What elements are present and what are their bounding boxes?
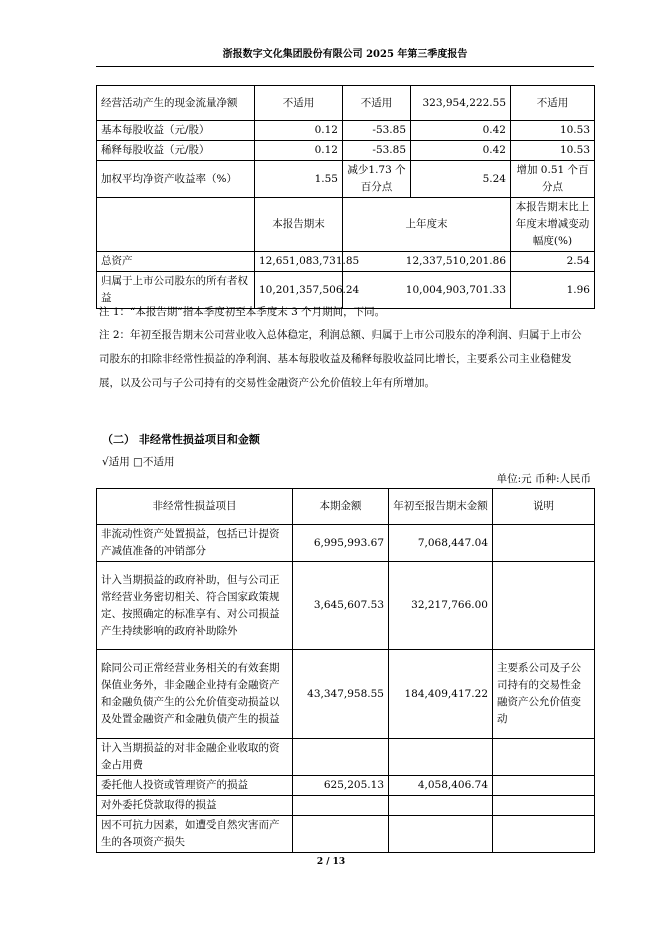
table-cell: 323,954,222.55 — [411, 86, 511, 121]
column-header: 本期金额 — [293, 489, 389, 525]
table-row — [97, 562, 595, 650]
table-cell: 10.53 — [511, 121, 595, 141]
table-cell: 0.42 — [411, 121, 511, 141]
table-cell — [493, 525, 595, 562]
table-row — [97, 161, 595, 198]
table-row — [97, 776, 595, 796]
table-cell: 不适用 — [343, 86, 411, 121]
row-label: 委托他人投资或管理资产的损益 — [97, 776, 293, 796]
report-header: 浙报数字文化集团股份有限公司 2025 年第三季度报告 — [96, 44, 594, 67]
column-header: 本报告期末比上年度末增减变动幅度(%) — [511, 198, 595, 252]
table-cell — [389, 816, 493, 853]
table-subheader-row — [97, 198, 595, 252]
table-cell — [493, 562, 595, 650]
table-cell: 12,651,083,731.85 — [255, 252, 343, 272]
table-cell: 10.53 — [511, 141, 595, 161]
section-title: （二） 非经常性损益项目和金额 — [102, 433, 260, 446]
row-label: 加权平均净资产收益率（%） — [97, 161, 255, 198]
table-row — [97, 650, 595, 739]
row-label: 对外委托贷款取得的损益 — [97, 796, 293, 816]
table-cell: 0.12 — [255, 141, 343, 161]
table-cell — [97, 198, 255, 252]
table-cell — [493, 776, 595, 796]
table-cell: 43,347,958.55 — [293, 650, 389, 739]
table-cell: 4,058,406.74 — [389, 776, 493, 796]
table-cell — [293, 796, 389, 816]
table-cell: 10,004,903,701.33 — [343, 272, 511, 309]
table-cell: 3,645,607.53 — [293, 562, 389, 650]
table-row — [97, 525, 595, 562]
table-cell: 6,995,993.67 — [293, 525, 389, 562]
row-label: 稀释每股收益（元/股） — [97, 141, 255, 161]
row-label: 计入当期损益的政府补助，但与公司正常经营业务密切相关、符合国家政策规定、按照确定的标准享有、对公司损益产生持续影响的政府补助除外 — [97, 562, 293, 650]
nonrecurring-items-table — [96, 488, 595, 853]
table-cell: 不适用 — [255, 86, 343, 121]
table-cell: 0.12 — [255, 121, 343, 141]
table-cell — [389, 796, 493, 816]
row-label: 归属于上市公司股东的所有者权益 — [97, 272, 255, 309]
table-cell: 2.54 — [511, 252, 595, 272]
table-cell: 12,337,510,201.86 — [343, 252, 511, 272]
table-row — [97, 816, 595, 853]
table-cell: -53.85 — [343, 121, 411, 141]
table-cell: 5.24 — [411, 161, 511, 198]
row-label: 计入当期损益的对非金融企业收取的资金占用费 — [97, 739, 293, 776]
table-row — [97, 739, 595, 776]
row-label: 因不可抗力因素，如遭受自然灾害而产生的各项资产损失 — [97, 816, 293, 853]
table-cell: 增加 0.51 个百分点 — [511, 161, 595, 198]
table-cell: 不适用 — [511, 86, 595, 121]
table-cell: 184,409,417.22 — [389, 650, 493, 739]
table-cell: -53.85 — [343, 141, 411, 161]
note-1: 注 1：“本报告期”指本季度初至本季度末 3 个月期间，下同。 — [99, 306, 386, 318]
table-cell: 1.96 — [511, 272, 595, 309]
table-row — [97, 86, 595, 121]
row-label: 经营活动产生的现金流量净额 — [97, 86, 255, 121]
table-row — [97, 252, 595, 272]
key-indicators-table — [96, 85, 595, 309]
table-row — [97, 141, 595, 161]
table-cell: 625,205.13 — [293, 776, 389, 796]
table-cell: 0.42 — [411, 141, 511, 161]
row-label: 非流动性资产处置损益，包括已计提资产减值准备的冲销部分 — [97, 525, 293, 562]
table-cell — [293, 739, 389, 776]
column-header: 本报告期末 — [255, 198, 343, 252]
table-cell: 32,217,766.00 — [389, 562, 493, 650]
column-header: 上年度末 — [343, 198, 511, 252]
table-row — [97, 796, 595, 816]
note-2: 注 2：年初至报告期末公司营业收入总体稳定，利润总额、归属于上市公司股东的净利润、归属于上市公司股东的扣除非经常性损益的净利润、基本每股收益及稀释每股收益同比增长，主要系公司主业稳健发展，以及公司与子公司持有的交易性金融资产公允价值较上年有所增加。 — [99, 329, 582, 389]
table-cell — [493, 739, 595, 776]
unit-label: 单位:元 币种:人民币 — [496, 473, 591, 485]
table-cell: 减少1.73 个百分点 — [343, 161, 411, 198]
column-header: 说明 — [493, 489, 595, 525]
table-cell — [389, 739, 493, 776]
row-label: 总资产 — [97, 252, 255, 272]
table-cell: 主要系公司及子公司持有的交易性金融资产公允价值变动 — [493, 650, 595, 739]
applicable-checkbox-text: √适用 □不适用 — [102, 456, 175, 468]
column-header: 非经常性损益项目 — [97, 489, 293, 525]
table-cell — [293, 816, 389, 853]
table-cell — [493, 796, 595, 816]
table-cell: 7,068,447.04 — [389, 525, 493, 562]
table-row — [97, 121, 595, 141]
row-label: 除同公司正常经营业务相关的有效套期保值业务外，非金融企业持有金融资产和金融负债产生的公允价值变动损益以及处置金融资产和金融负债产生的损益 — [97, 650, 293, 739]
table-header-row — [97, 489, 595, 525]
table-cell — [493, 816, 595, 853]
row-label: 基本每股收益（元/股） — [97, 121, 255, 141]
page-number: 2 / 13 — [316, 857, 346, 867]
table-cell: 10,201,357,506.24 — [255, 272, 343, 309]
table-cell: 1.55 — [255, 161, 343, 198]
column-header: 年初至报告期末金额 — [389, 489, 493, 525]
